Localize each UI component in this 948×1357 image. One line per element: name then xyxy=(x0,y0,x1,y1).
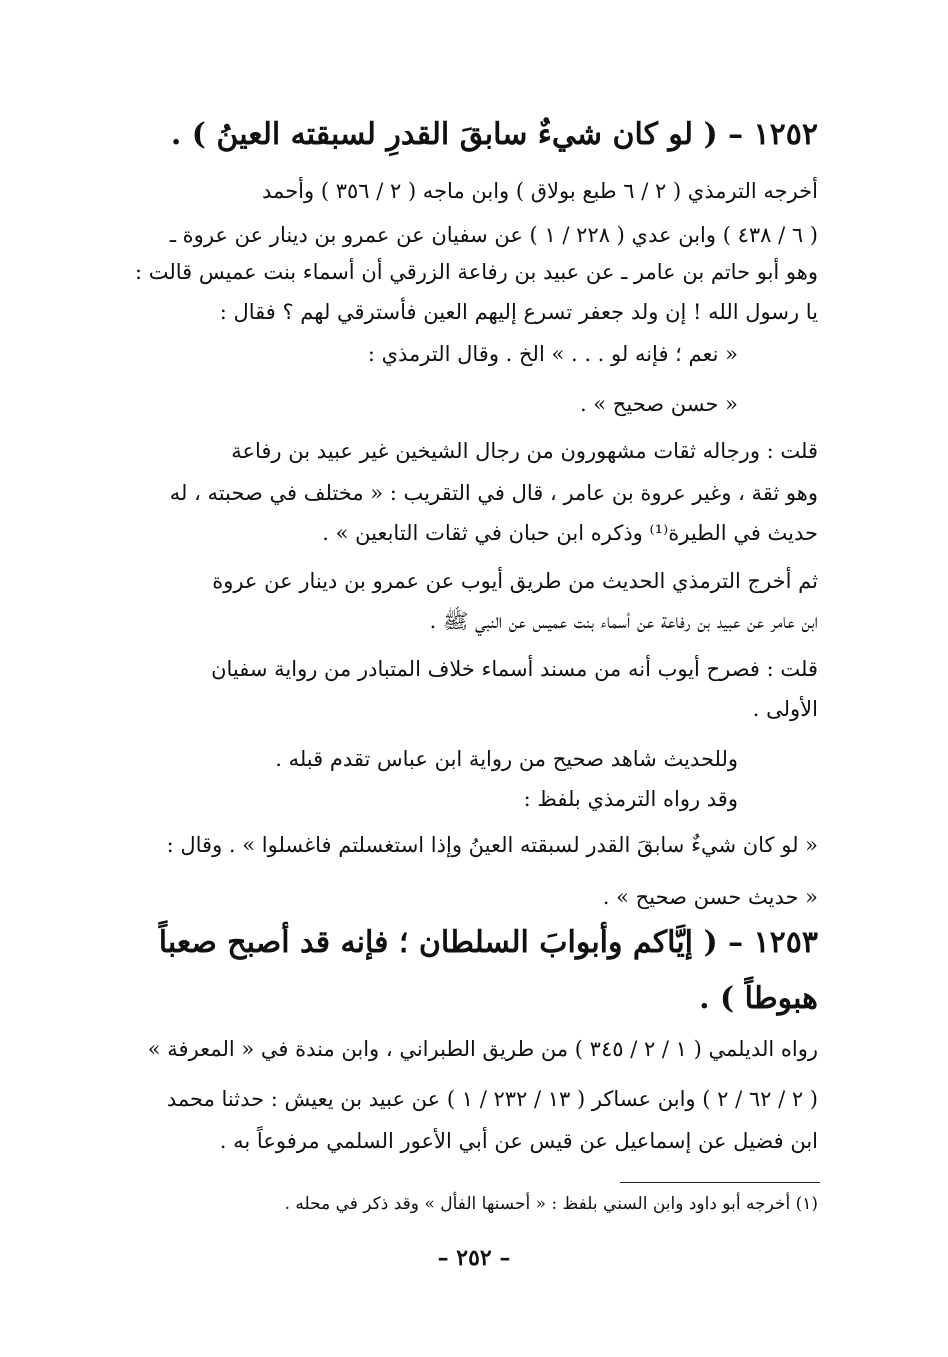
text-line: أخرجه الترمذي ( ٢ / ٦ طبع بولاق ) وابن ماجه ( ٢ / ٣٥٦ ) وأحمد xyxy=(262,179,818,203)
text-line: « لو كان شيءٌ سابقَ القدر لسبقته العينُ وإذا استغسلتم فاغسلوا » . وقال : xyxy=(166,833,818,857)
text-line: « حديث حسن صحيح » . xyxy=(602,885,818,909)
text-line: وهو ثقة ، وغير عروة بن عامر ، قال في التقريب : « مختلف في صحبته ، له xyxy=(169,481,818,505)
hadith-1252-heading: ١٢٥٢ – ( لو كان شيءٌ سابقَ القدرِ لسبقته العينُ ) . xyxy=(170,117,818,152)
text-line: وهو أبو حاتم بن عامر ـ عن عبيد بن رفاعة الزرقي أن أسماء بنت عميس قالت : xyxy=(134,260,818,284)
text-line: قلت : ورجاله ثقات مشهورون من رجال الشيخين غير عبيد بن رفاعة xyxy=(231,439,818,463)
page-number: – ٢٥٢ – xyxy=(437,1245,511,1271)
text-line: وقد رواه الترمذي بلفظ : xyxy=(523,787,738,811)
text-line: ( ٦ / ٤٣٨ ) وابن عدي ( ٢٢٨ / ١ ) عن سفيان عن عمرو بن دينار عن عروة ـ xyxy=(169,223,818,247)
text-line: ثم أخرج الترمذي الحديث من طريق أيوب عن عمرو بن دينار عن عروة xyxy=(212,569,818,593)
hadith-1253-heading: ١٢٥٣ – ( إيَّاكم وأبوابَ السلطان ؛ فإنه قد أصبح صعباً xyxy=(158,925,818,960)
text-line: وللحديث شاهد صحيح من رواية ابن عباس تقدم قبله . xyxy=(275,747,738,771)
footnote-divider xyxy=(620,1182,820,1183)
text-line: رواه الديلمي ( ١ / ٢ / ٣٤٥ ) من طريق الطبراني ، وابن مندة في « المعرفة » xyxy=(147,1037,818,1061)
text-line: يا رسول الله ! إن ولد جعفر تسرع إليهم العين فأسترقي لهم ؟ فقال : xyxy=(219,300,818,324)
text-line: ابن فضيل عن إسماعيل عن قيس عن أبي الأعور السلمي مرفوعاً به . xyxy=(219,1129,818,1153)
text-line: ( ٢ / ٦٢ / ٢ ) وابن عساكر ( ١٣ / ٢٣٢ / ١ ) عن عبيد بن يعيش : حدثنا محمد xyxy=(166,1087,818,1111)
text-line: « حسن صحيح » . xyxy=(579,392,738,416)
text-line: « نعم ؛ فإنه لو . . . » الخ . وقال الترمذي : xyxy=(367,342,738,366)
footnote: (١) أخرجه أبو داود وابن السني بلفظ : « أحسنها الفأل » وقد ذكر في محله . xyxy=(284,1194,818,1214)
text-line: قلت : فصرح أيوب أنه من مسند أسماء خلاف المتبادر من رواية سفيان xyxy=(211,657,818,681)
text-line: حديث في الطيرة⁽¹⁾ وذكره ابن حبان في ثقات التابعين » . xyxy=(322,521,818,545)
hadith-1253-heading-continued: هبوطاً ) . xyxy=(699,981,818,1016)
text-line: الأولى . xyxy=(752,697,818,721)
text-line: ابن عامر عن عبيد بن رفاعة عن أسماء بنت عميس عن النبي ﷺ . xyxy=(429,609,818,633)
